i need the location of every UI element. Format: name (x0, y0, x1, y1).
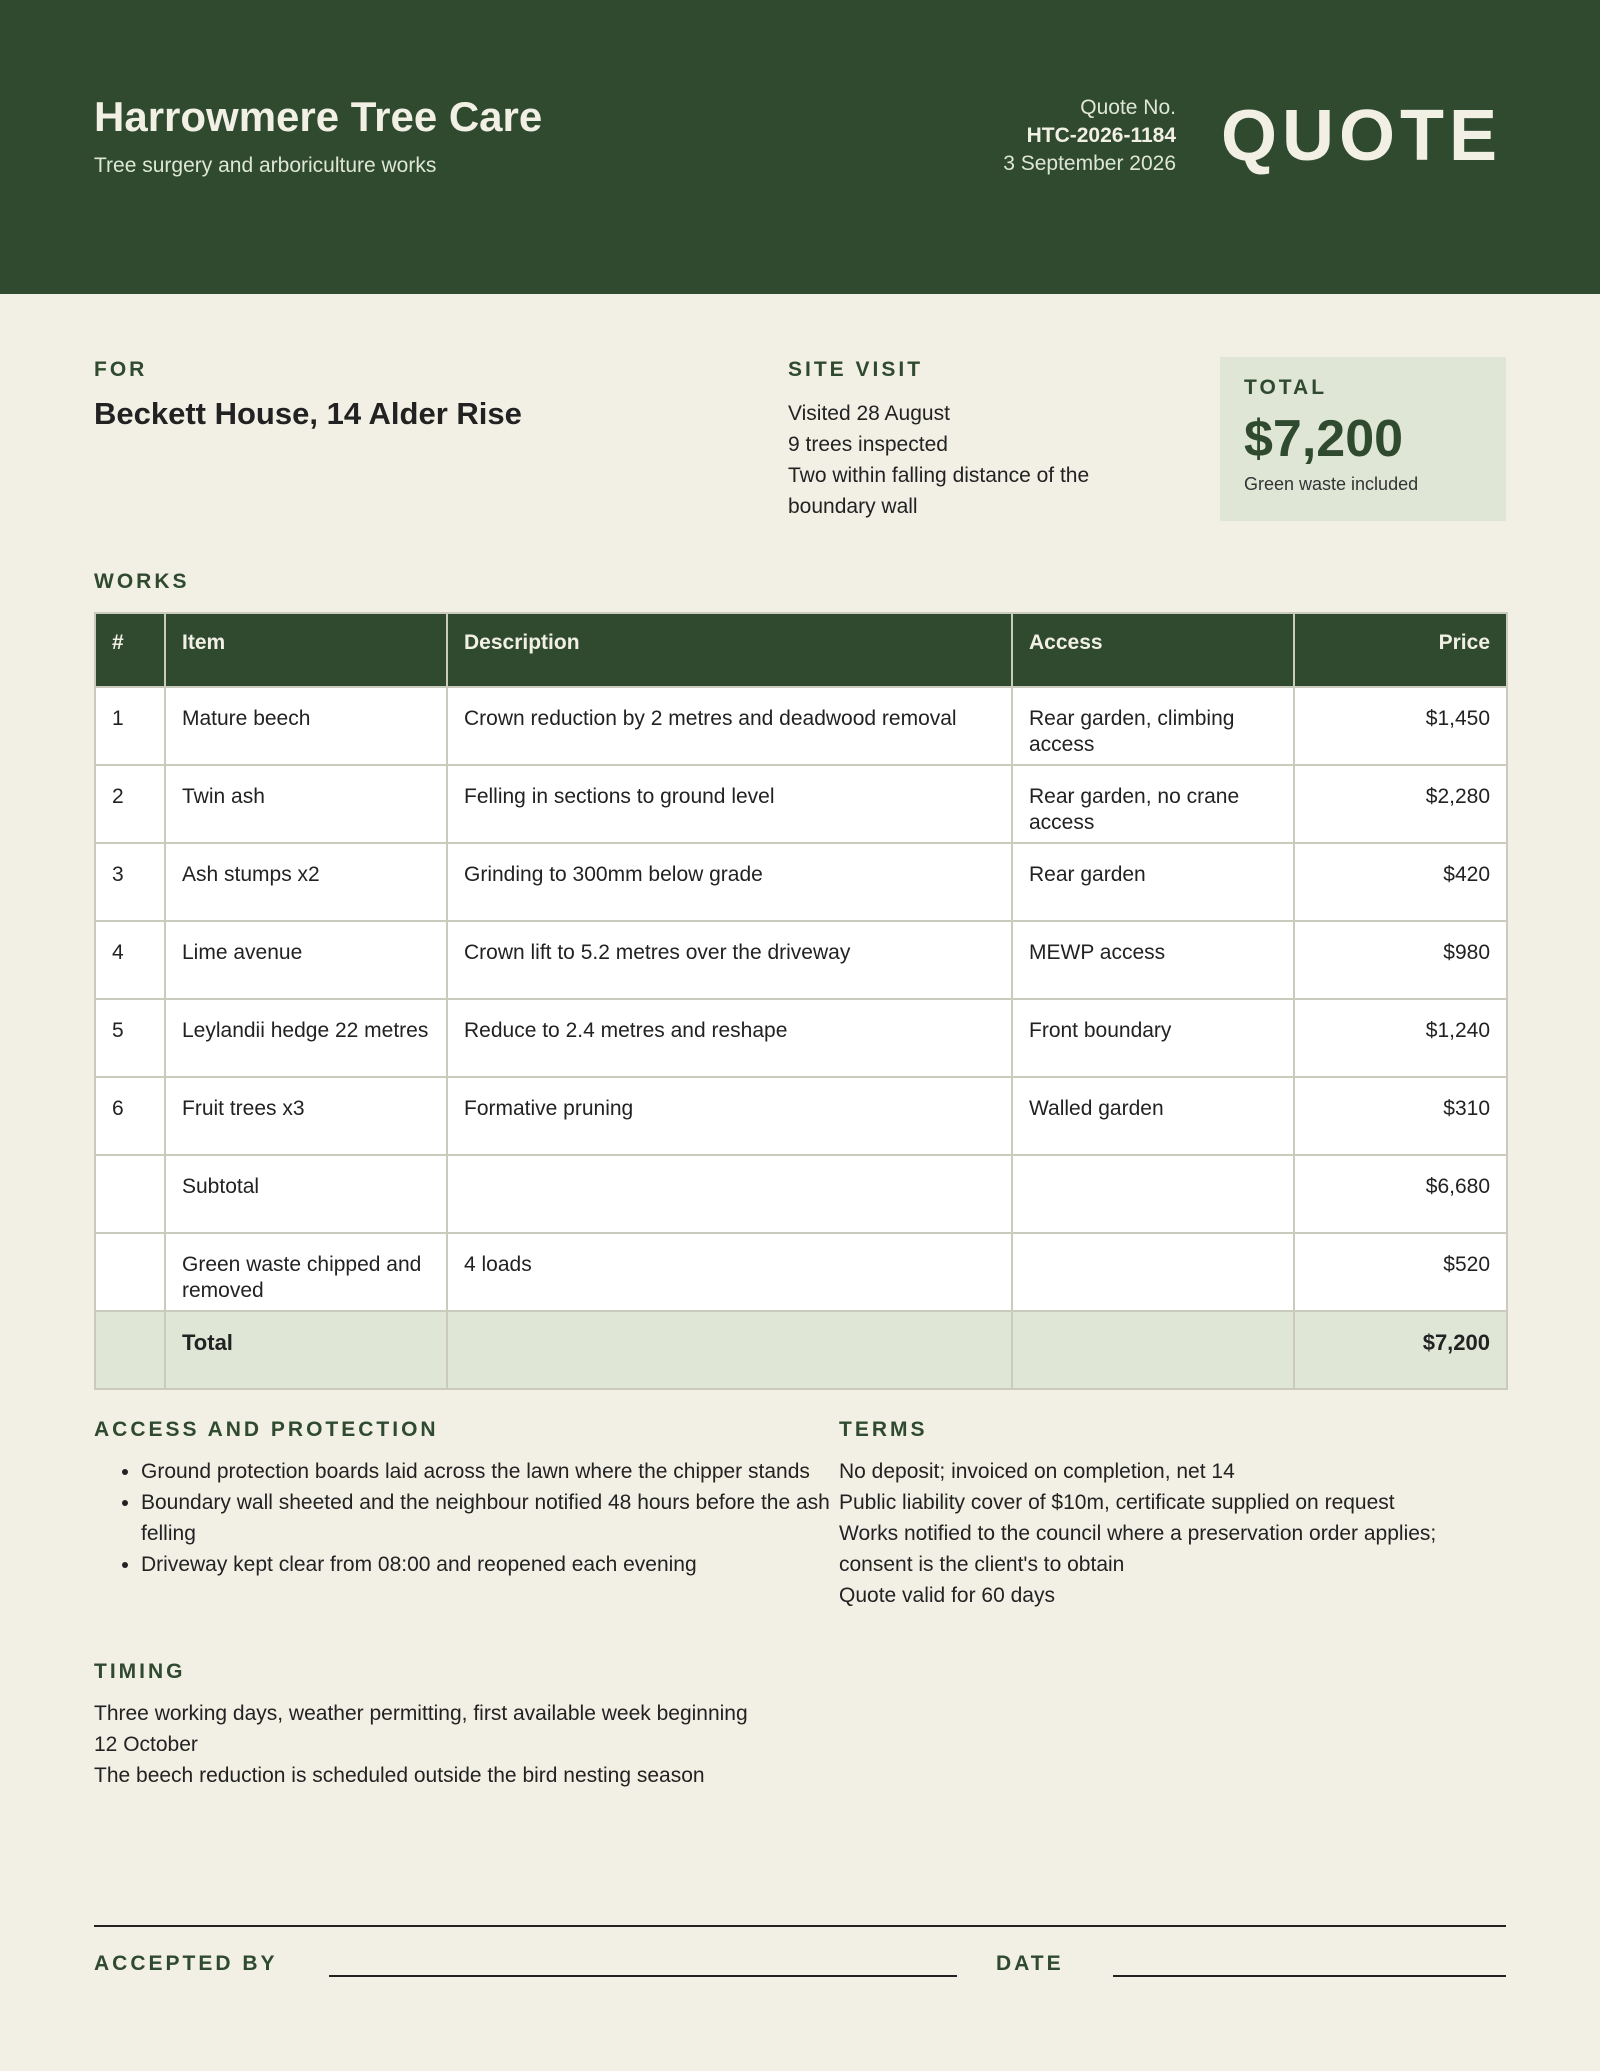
column-header-description: Description (447, 613, 1012, 687)
green-waste-row (95, 1233, 1507, 1311)
table-row (95, 1077, 1507, 1155)
row-price: $420 (1294, 843, 1507, 921)
signoff-divider (94, 1925, 1506, 1927)
row-price: $1,450 (1294, 687, 1507, 765)
timing-line: Three working days, weather permitting, first available week beginning 12 October (94, 1702, 748, 1756)
row-access: Front boundary (1012, 999, 1294, 1077)
terms-line: No deposit; invoiced on completion, net 14 (839, 1460, 1235, 1483)
header-band (0, 0, 1600, 294)
site-visit-details (788, 398, 1108, 522)
row-price: $310 (1294, 1077, 1507, 1155)
total-row-label: Total (165, 1311, 447, 1389)
row-access: MEWP access (1012, 921, 1294, 999)
row-item: Twin ash (165, 765, 447, 843)
terms-label: TERMS (839, 1418, 928, 1441)
date-signature-line (1113, 1975, 1506, 1977)
timing-line: The beech reduction is scheduled outside the bird nesting season (94, 1764, 705, 1787)
total-label: TOTAL (1244, 376, 1328, 399)
row-price: $2,280 (1294, 765, 1507, 843)
total-row-price: $7,200 (1294, 1311, 1507, 1389)
row-price: $980 (1294, 921, 1507, 999)
works-table (94, 612, 1508, 1390)
row-item: Ash stumps x2 (165, 843, 447, 921)
column-header-access: Access (1012, 613, 1294, 687)
row-number: 1 (95, 687, 165, 765)
row-description (447, 1155, 1012, 1233)
row-item: Leylandii hedge 22 metres (165, 999, 447, 1077)
row-number: 5 (95, 999, 165, 1077)
row-number: 3 (95, 843, 165, 921)
document-type-title: QUOTE (1220, 96, 1502, 176)
row-price: $520 (1294, 1233, 1507, 1311)
terms-line: Works notified to the council where a preservation order applies; consent is the client's to obtain (839, 1522, 1437, 1576)
accepted-by-label: ACCEPTED BY (94, 1952, 278, 1975)
row-description: Crown lift to 5.2 metres over the driveway (447, 921, 1012, 999)
table-row (95, 687, 1507, 765)
row-number: 4 (95, 921, 165, 999)
row-access: Rear garden (1012, 843, 1294, 921)
row-access: Walled garden (1012, 1077, 1294, 1155)
column-header-item: Item (165, 613, 447, 687)
list-item: • Driveway kept clear from 08:00 and reopened each evening (141, 1549, 841, 1580)
access-protection-list (94, 1456, 841, 1580)
client-name: Beckett House, 14 Alder Rise (94, 396, 522, 431)
terms-list (839, 1456, 1459, 1611)
row-price: $1,240 (1294, 999, 1507, 1077)
quote-date: 3 September 2026 (1003, 152, 1176, 175)
row-access: Rear garden, climbing access (1012, 687, 1294, 765)
quote-meta (816, 94, 1176, 178)
row-item: Mature beech (165, 687, 447, 765)
terms-line: Quote valid for 60 days (839, 1584, 1055, 1607)
table-row (95, 765, 1507, 843)
total-row (95, 1311, 1507, 1389)
row-description: Formative pruning (447, 1077, 1012, 1155)
company-tagline: Tree surgery and arboriculture works (94, 154, 437, 177)
row-description: 4 loads (447, 1233, 1012, 1311)
table-row (95, 999, 1507, 1077)
row-item: Fruit trees x3 (165, 1077, 447, 1155)
row-item: Subtotal (165, 1155, 447, 1233)
company-name: Harrowmere Tree Care (94, 93, 543, 140)
row-number (95, 1233, 165, 1311)
row-number (95, 1155, 165, 1233)
total-row-description-cell (447, 1311, 1012, 1389)
access-protection-label: ACCESS AND PROTECTION (94, 1418, 439, 1441)
site-visit-line: 9 trees inspected (788, 433, 948, 456)
row-number: 2 (95, 765, 165, 843)
table-row (95, 921, 1507, 999)
total-amount: $7,200 (1244, 410, 1404, 468)
for-label: FOR (94, 358, 148, 381)
site-visit-line: Visited 28 August (788, 402, 950, 425)
site-visit-line: Two within falling distance of the boundary wall (788, 464, 1090, 518)
table-header-row (95, 613, 1507, 687)
total-summary-box (1220, 357, 1506, 521)
row-item: Green waste chipped and removed (165, 1233, 447, 1311)
total-row-access-cell (1012, 1311, 1294, 1389)
accepted-by-signature-line (329, 1975, 957, 1977)
table-row (95, 843, 1507, 921)
timing-label: TIMING (94, 1660, 186, 1683)
row-description: Felling in sections to ground level (447, 765, 1012, 843)
row-access: Rear garden, no crane access (1012, 765, 1294, 843)
column-header-number: # (95, 613, 165, 687)
row-number: 6 (95, 1077, 165, 1155)
row-access (1012, 1233, 1294, 1311)
list-item: • Ground protection boards laid across the lawn where the chipper stands (141, 1456, 841, 1487)
site-visit-label: SITE VISIT (788, 358, 924, 381)
quote-number-label: Quote No. (1080, 96, 1176, 119)
total-row-number-cell (95, 1311, 165, 1389)
row-description: Reduce to 2.4 metres and reshape (447, 999, 1012, 1077)
subtotal-row (95, 1155, 1507, 1233)
column-header-price: Price (1294, 613, 1507, 687)
total-note: Green waste included (1244, 474, 1419, 494)
row-access (1012, 1155, 1294, 1233)
row-item: Lime avenue (165, 921, 447, 999)
row-description: Grinding to 300mm below grade (447, 843, 1012, 921)
works-label: WORKS (94, 570, 190, 593)
date-label: DATE (996, 1952, 1064, 1975)
quote-number: HTC-2026-1184 (1026, 124, 1176, 147)
terms-line: Public liability cover of $10m, certificate supplied on request (839, 1491, 1395, 1514)
row-description: Crown reduction by 2 metres and deadwood removal (447, 687, 1012, 765)
timing-details (94, 1698, 774, 1791)
list-item: • Boundary wall sheeted and the neighbour notified 48 hours before the ash felling (141, 1487, 841, 1549)
row-price: $6,680 (1294, 1155, 1507, 1233)
